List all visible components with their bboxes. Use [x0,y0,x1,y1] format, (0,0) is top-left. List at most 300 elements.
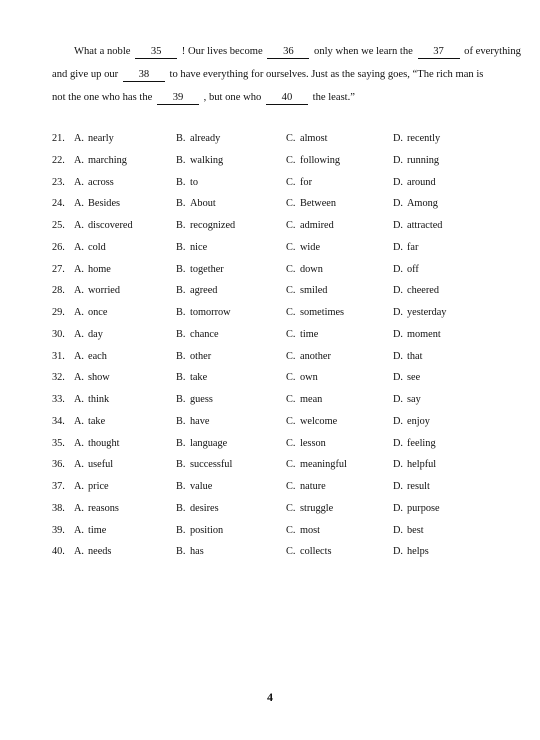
answer-options-list [52,128,492,563]
question-row [52,433,492,455]
option-text: down [300,263,323,275]
option-text: recognized [190,220,236,231]
option-letter: C. [286,241,296,253]
option-letter: A. [74,154,85,166]
option-text: collects [300,546,332,558]
question-number: 28. [52,285,65,297]
option-c [286,172,312,194]
option-a [74,237,106,259]
question-number: 31. [52,350,65,362]
blank-40: 40 [266,91,308,105]
passage-line-2 [52,63,492,86]
option-letter: C. [286,154,296,166]
option-text: have [190,415,210,427]
option-letter: D. [393,263,404,275]
option-a [74,172,114,194]
option-letter: A. [74,133,85,144]
option-letter: D. [393,241,404,253]
option-text: running [407,154,440,166]
blank-38: 38 [123,68,165,82]
option-c [286,541,331,563]
option-a [74,215,133,237]
option-c [286,411,337,433]
question-row [52,172,492,194]
option-letter: C. [286,524,296,536]
option-text: Among [407,198,438,210]
option-letter: B. [176,307,186,318]
option-letter: B. [176,241,186,253]
option-text: position [190,524,224,536]
option-text: to [190,176,199,188]
option-text: feeling [407,437,436,449]
option-text: successful [190,459,233,471]
option-text: say [407,394,421,405]
option-text: result [407,481,430,492]
option-c [286,324,318,346]
option-text: see [407,372,421,384]
option-d [393,172,436,194]
option-b [176,411,209,433]
option-text: together [190,263,224,275]
option-text: marching [88,154,127,166]
option-letter: A. [74,394,85,405]
question-row [52,346,492,368]
option-c [286,346,331,368]
option-text: enjoy [407,415,430,427]
option-text: About [190,198,216,210]
option-letter: A. [74,263,85,275]
option-letter: A. [74,437,85,449]
option-text: reasons [88,502,119,514]
option-letter: D. [393,481,404,492]
option-letter: B. [176,154,186,166]
blank-35: 35 [135,45,177,59]
question-number: 26. [52,241,65,253]
passage-text: ! Our lives become [181,46,263,57]
option-a [74,433,119,455]
option-b [176,237,207,259]
option-b [176,389,213,411]
option-letter: A. [74,220,85,231]
option-letter: B. [176,481,186,492]
option-d [393,280,439,302]
option-c [286,367,318,389]
option-text: time [300,328,319,340]
option-letter: B. [176,415,186,427]
option-c [286,454,347,476]
option-letter: A. [74,415,85,427]
option-d [393,367,420,389]
option-b [176,259,224,281]
passage-text: the least.” [312,92,355,103]
option-text: for [300,176,313,188]
option-letter: D. [393,307,404,318]
question-number: 37. [52,481,65,492]
option-letter: C. [286,133,296,144]
option-text: cheered [407,285,440,297]
option-b [176,324,219,346]
option-letter: D. [393,133,404,144]
question-number: 36. [52,459,65,471]
option-letter: A. [74,524,85,536]
question-number: 22. [52,154,65,166]
option-letter: C. [286,372,296,384]
question-row [52,324,492,346]
option-d [393,389,421,411]
option-letter: B. [176,546,186,558]
option-d [393,324,441,346]
option-letter: B. [176,372,186,384]
blank-37: 37 [418,45,460,59]
option-text: has [190,546,204,558]
option-letter: A. [74,350,85,362]
option-text: take [190,372,208,384]
option-c [286,259,323,281]
option-c [286,498,333,520]
option-text: sometimes [300,307,345,318]
question-number: 29. [52,307,65,318]
question-row [52,215,492,237]
option-letter: D. [393,176,404,188]
question-row [52,280,492,302]
option-letter: B. [176,328,186,340]
option-text: already [190,133,221,144]
option-d [393,433,436,455]
option-letter: D. [393,394,404,405]
question-number: 35. [52,437,65,449]
option-text: price [88,481,109,492]
passage-text: What a noble [74,46,131,57]
option-letter: A. [74,328,85,340]
option-text: worried [88,285,121,297]
question-number: 40. [52,546,65,558]
passage-text: of everything [464,46,521,57]
question-row [52,541,492,563]
question-number: 34. [52,415,65,427]
option-letter: C. [286,350,296,362]
blank-39: 39 [157,91,199,105]
option-letter: B. [176,285,186,297]
option-c [286,433,326,455]
option-text: welcome [300,415,338,427]
option-text: around [407,176,436,188]
passage-text: to have everything for ourselves. Just as the saying goes, “The rich man is [169,69,484,80]
option-d [393,454,436,476]
option-text: admired [300,220,334,231]
option-b [176,150,223,172]
option-letter: A. [74,502,85,514]
option-text: walking [190,154,224,166]
option-b [176,367,207,389]
passage-text: , but one who [203,92,262,103]
option-text: cold [88,241,106,253]
option-d [393,215,442,237]
option-text: language [190,437,228,449]
option-a [74,324,103,346]
option-text: recently [407,133,441,144]
passage-line-3 [52,86,492,109]
blank-36: 36 [267,45,309,59]
option-text: smiled [300,285,328,297]
question-row [52,128,492,150]
question-row [52,454,492,476]
option-text: nearly [88,133,114,144]
question-row [52,259,492,281]
option-b [176,454,232,476]
option-b [176,346,211,368]
option-letter: D. [393,328,404,340]
option-b [176,541,204,563]
question-row [52,411,492,433]
option-text: struggle [300,502,334,514]
option-letter: C. [286,285,296,297]
passage-text: only when we learn the [314,46,413,57]
option-text: useful [88,459,114,471]
option-letter: B. [176,220,186,231]
option-letter: C. [286,176,296,188]
option-b [176,215,235,237]
option-text: wide [300,241,321,253]
option-c [286,150,340,172]
option-d [393,346,422,368]
cloze-passage [52,40,521,109]
question-number: 23. [52,176,65,188]
option-letter: D. [393,220,404,231]
option-text: home [88,263,111,275]
option-text: tomorrow [190,307,231,318]
question-number: 27. [52,263,65,275]
option-b [176,302,231,324]
option-text: helps [407,546,429,558]
option-text: desires [190,502,219,514]
option-text: agreed [190,285,218,297]
option-letter: B. [176,394,186,405]
question-row [52,302,492,324]
option-a [74,346,107,368]
option-c [286,237,320,259]
option-d [393,237,418,259]
option-letter: A. [74,241,85,253]
option-text: that [407,350,423,362]
option-letter: B. [176,198,186,210]
option-letter: A. [74,307,85,318]
option-d [393,541,429,563]
option-letter: A. [74,285,85,297]
option-d [393,411,430,433]
option-letter: D. [393,502,404,514]
option-letter: C. [286,546,296,558]
option-text: think [88,394,110,405]
option-d [393,150,439,172]
option-d [393,520,424,542]
option-text: each [88,350,107,362]
option-text: own [300,372,318,384]
option-c [286,389,322,411]
option-text: most [300,524,321,536]
option-d [393,302,446,324]
option-b [176,520,223,542]
option-letter: D. [393,198,404,210]
question-number: 33. [52,394,65,405]
passage-text: not the one who has the [52,92,153,103]
option-letter: C. [286,307,296,318]
option-text: attracted [407,220,443,231]
option-text: purpose [407,502,440,514]
option-text: following [300,154,341,166]
option-a [74,128,114,150]
option-letter: B. [176,524,186,536]
question-number: 39. [52,524,65,536]
option-letter: B. [176,459,186,471]
option-letter: B. [176,350,186,362]
option-letter: C. [286,220,296,231]
option-text: Between [300,198,337,210]
option-c [286,280,327,302]
option-text: time [88,524,107,536]
option-text: another [300,350,331,362]
option-b [176,476,212,498]
option-letter: B. [176,176,186,188]
question-row [52,367,492,389]
question-number: 38. [52,502,65,514]
question-number: 32. [52,372,65,384]
option-b [176,433,227,455]
option-text: best [407,524,424,536]
option-letter: A. [74,372,85,384]
option-text: across [88,176,114,188]
option-d [393,193,438,215]
option-a [74,476,109,498]
option-letter: C. [286,198,296,210]
question-row [52,520,492,542]
option-letter: D. [393,372,404,384]
option-a [74,541,111,563]
option-text: guess [190,394,213,405]
option-text: mean [300,394,323,405]
option-c [286,520,320,542]
option-letter: D. [393,546,404,558]
question-row [52,193,492,215]
option-c [286,193,336,215]
option-letter: C. [286,415,296,427]
option-text: meaningful [300,459,347,471]
option-letter: B. [176,437,186,449]
option-letter: C. [286,263,296,275]
option-a [74,520,106,542]
question-number: 30. [52,328,65,340]
option-letter: B. [176,133,186,144]
option-d [393,498,440,520]
question-number: 25. [52,220,65,231]
option-a [74,259,111,281]
passage-line-1 [52,40,521,63]
option-text: needs [88,546,112,558]
question-number: 21. [52,133,65,144]
option-text: yesterday [407,307,447,318]
page-number: 4 [267,690,273,704]
option-text: lesson [300,437,326,449]
option-b [176,193,216,215]
option-a [74,411,105,433]
option-letter: A. [74,481,85,492]
option-a [74,389,109,411]
option-b [176,172,198,194]
option-c [286,476,326,498]
option-letter: D. [393,285,404,297]
option-text: day [88,328,103,340]
option-letter: B. [176,502,186,514]
question-number: 24. [52,198,65,210]
option-d [393,259,419,281]
option-d [393,128,440,150]
option-text: value [190,481,213,492]
option-letter: D. [393,459,404,471]
option-c [286,302,344,324]
option-text: take [88,415,106,427]
option-letter: C. [286,328,296,340]
option-letter: A. [74,176,85,188]
option-letter: C. [286,437,296,449]
option-d [393,476,430,498]
option-text: chance [190,328,219,340]
question-row [52,389,492,411]
option-text: nice [190,241,208,253]
option-c [286,128,327,150]
option-letter: C. [286,502,296,514]
option-letter: D. [393,154,404,166]
option-b [176,498,219,520]
option-text: far [407,241,419,253]
question-row [52,498,492,520]
option-a [74,280,120,302]
question-row [52,150,492,172]
option-letter: D. [393,350,404,362]
option-text: moment [407,328,441,340]
passage-text: and give up our [52,69,119,80]
option-text: once [88,307,108,318]
option-letter: C. [286,459,296,471]
option-text: nature [300,481,326,492]
option-letter: C. [286,481,296,492]
option-text: helpful [407,459,437,471]
option-c [286,215,334,237]
option-a [74,367,110,389]
option-a [74,193,120,215]
option-letter: D. [393,437,404,449]
option-b [176,128,220,150]
option-a [74,454,113,476]
option-text: off [407,263,419,275]
option-a [74,150,127,172]
option-text: discovered [88,220,133,231]
option-letter: A. [74,546,85,558]
option-text: thought [88,437,120,449]
option-letter: A. [74,459,85,471]
question-row [52,476,492,498]
option-a [74,302,107,324]
option-letter: B. [176,263,186,275]
option-letter: D. [393,415,404,427]
option-text: other [190,350,212,362]
question-row [52,237,492,259]
option-a [74,498,119,520]
option-b [176,280,217,302]
option-text: almost [300,133,328,144]
option-letter: A. [74,198,85,210]
option-text: show [88,372,110,384]
option-letter: D. [393,524,404,536]
option-letter: C. [286,394,296,405]
